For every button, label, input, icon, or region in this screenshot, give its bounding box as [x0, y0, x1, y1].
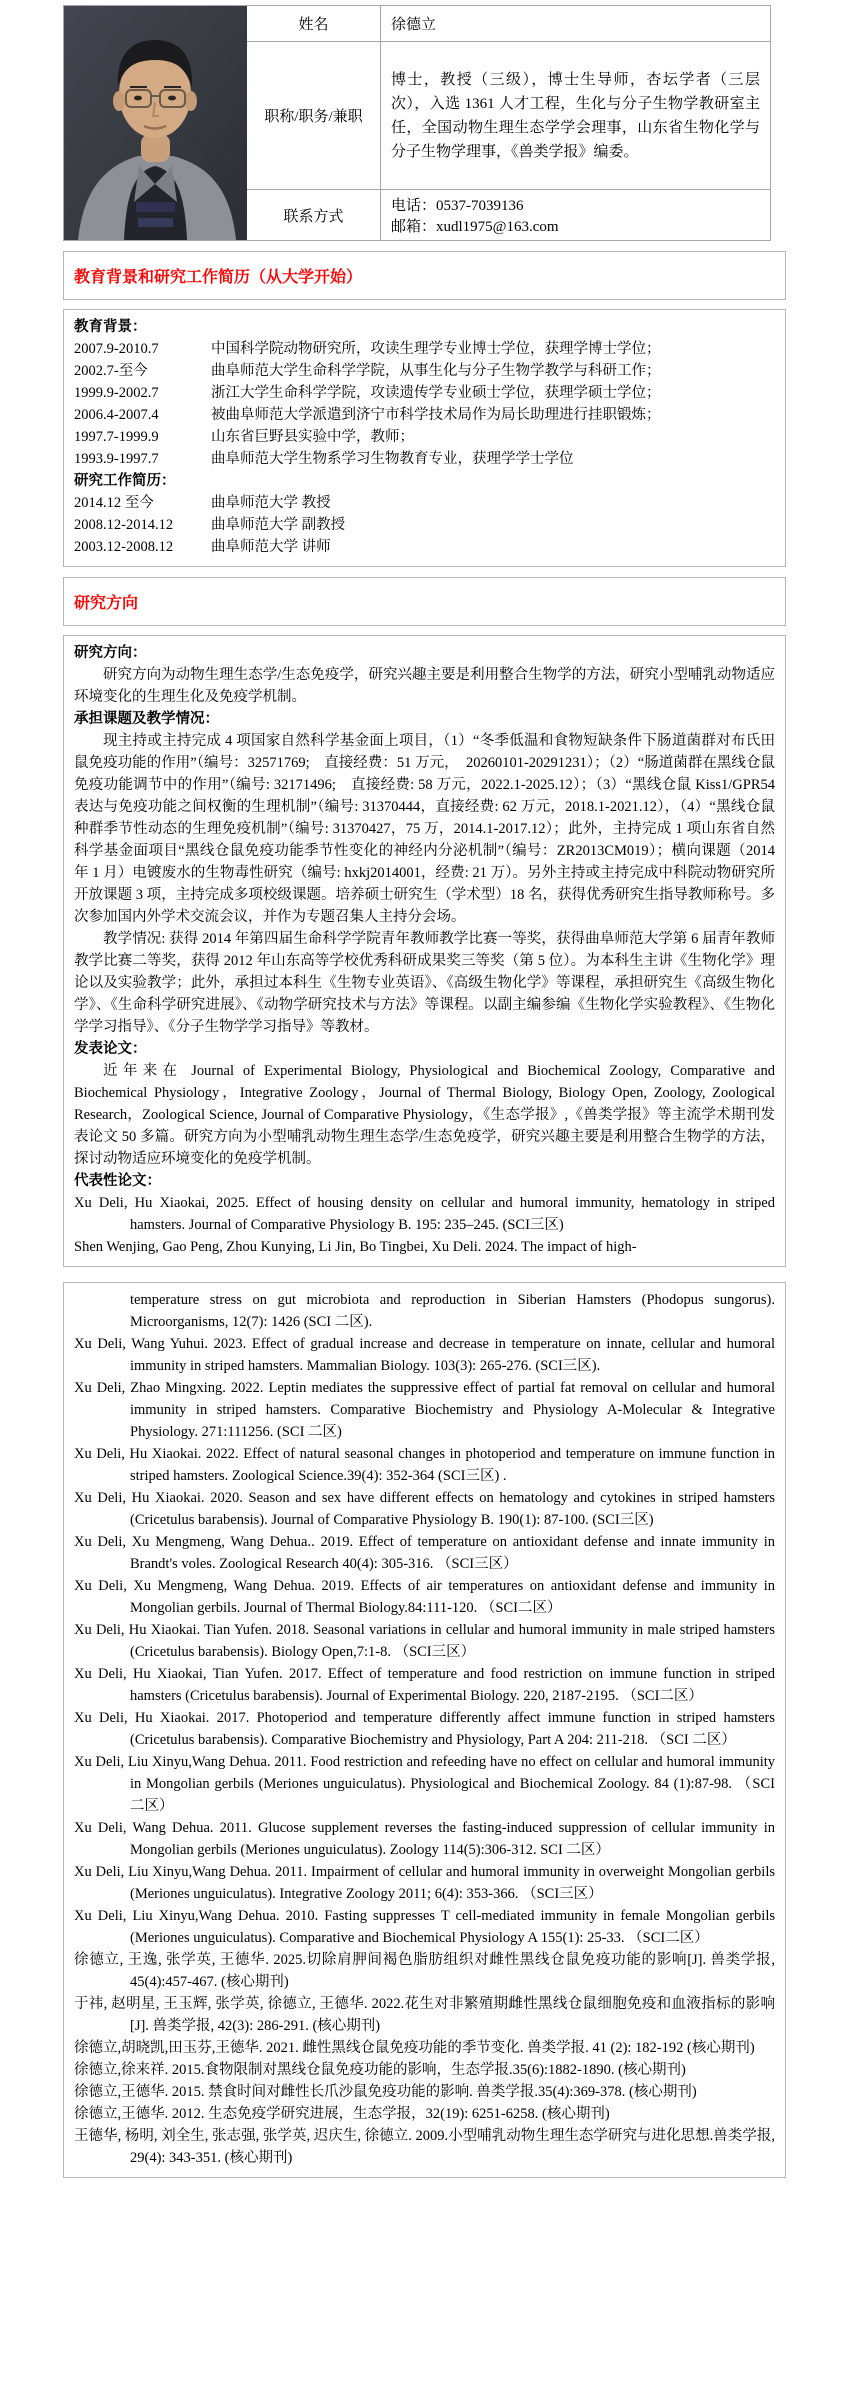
- publication-item: Xu Deli, Hu Xiaokai, Tian Yufen. 2017. Effect of temperature and food restriction on immune function in striped hamsters (Cricetulus barabensis). Journal of Experimental Biology. 220, 2187-2195. （SCI二区）: [74, 1666, 775, 1704]
- publications-text: 近年来在 Journal of Experimental Biology, Physiological and Biochemical Zoology, Comparative and Biochemical Physiology，Integrative Zoology，Journal of Thermal Biology, Biology Open, Zoology, Zoological Research，Zoological Science, Journal of Comparative Physiology，《生态学报》,《兽类学报》等主流学术期刊发表论文 50 多篇。研究方向为小型哺乳动物生理生态学/生态免疫学，研究兴趣主要是利用整合生物学的方法，探讨动物适应环境变化的免疫学机制。: [74, 1063, 775, 1167]
- block-gap: [63, 1267, 786, 1273]
- projects-heading: 承担课题及教学情况：: [74, 711, 219, 727]
- publication-item: Xu Deli, Liu Xinyu,Wang Dehua. 2011. Impairment of cellular and humoral immunity in overweight Mongolian gerbils (Meriones unguiculatus). Integrative Zoology 2011; 6(4): 353-366. （SCI三区）: [74, 1864, 775, 1902]
- education-desc: 中国科学院动物研究所，攻读生理学专业博士学位，获理学博士学位；: [211, 341, 661, 357]
- publication-item: Xu Deli, Liu Xinyu,Wang Dehua. 2010. Fasting suppresses T cell-mediated immunity in female Mongolian gerbils (Meriones unguiculatus). Comparative and Biochemical Physiology A 155(1): 25-33. （SCI二区）: [74, 1908, 775, 1946]
- publication-item: Xu Deli, Hu Xiaokai. 2017. Photoperiod and temperature differently affect immune function in striped hamsters (Cricetulus barabensis). Comparative Biochemistry and Physiology, Part A 204: 211-218. （SCI 二区）: [74, 1710, 775, 1748]
- publication-item: Xu Deli, Hu Xiaokai. 2020. Season and sex have different effects on hematology and cytokines in striped hamsters (Cricetulus barabensis). Journal of Comparative Physiology B. 190(1): 87-100. (SCI三区): [74, 1490, 775, 1528]
- portrait-illustration: [64, 6, 247, 240]
- research-direction-block: [63, 635, 786, 1267]
- publication-item-continuation: temperature stress on gut microbiota and reproduction in Siberian Hamsters (Phodopus sungorus). Microorganisms, 12(7): 1426 (SCI 二区).: [130, 1292, 775, 1330]
- education-period: 1999.9-2002.7: [74, 385, 159, 401]
- publication-item: Xu Deli, Liu Xinyu,Wang Dehua. 2011. Food restriction and refeeding have no effect on cellular and humoral immunity in Mongolian gerbils (Meriones unguiculatus). Physiological and Biochemical Zoology. 84 (1):87-98. （SCI二区）: [74, 1754, 775, 1814]
- publication-item: Xu Deli, Xu Mengmeng, Wang Dehua. 2019. Effects of air temperatures on antioxidant defense and immunity in Mongolian gerbils. Journal of Thermal Biology.84:111-120. （SCI二区）: [74, 1578, 775, 1616]
- research-period: 2003.12-2008.12: [74, 539, 174, 555]
- publication-item: Xu Deli, Hu Xiaokai. Tian Yufen. 2018. Seasonal variations in cellular and humoral immunity in male striped hamsters (Cricetulus barabensis). Biology Open,7:1-8. （SCI三区）: [74, 1622, 775, 1660]
- education-period: 2002.7-至今: [74, 363, 148, 379]
- direction-text: 研究方向为动物生理生态学/生态免疫学，研究兴趣主要是利用整合生物学的方法，研究小型哺乳动物适应环境变化的生理生化及免疫学机制。: [74, 667, 775, 705]
- contact-value: [381, 190, 771, 241]
- education-history-block: [63, 309, 786, 567]
- research-section-header-block: [63, 577, 786, 626]
- publication-item: 徐德立,胡晓凯,田玉芬,王德华. 2021. 雌性黑线仓鼠免疫功能的季节变化. 兽类学报. 41 (2): 182-192 (核心期刊): [74, 2040, 755, 2056]
- education-section-header-block: [63, 251, 786, 300]
- research-history-list: [74, 492, 775, 558]
- projects-text: 现主持或主持完成 4 项国家自然科学基金面上项目，（1）“冬季低温和食物短缺条件下肠道菌群对布氏田鼠免疫功能的作用”（编号：32571769; 直接经费：51 万元， 20260101-20291231）；（2）“肠道菌群在黑线仓鼠免疫功能调节中的作用”（编号: 32171496; 直接经费: 58 万元，2022.1-2025.12）；（3）“黑线仓鼠 Kiss1/GPR54 表达与免疫功能之间权衡的生理机制”（编号: 31370444，直接经费: 62 万元，2018.1-2021.12），（4）“黑线仓鼠种群季节性动态的生理免疫机制”（编号: 31370427，75 万，2014.1-2017.12）；此外，主持完成 1 项山东省自然科学基金面项目“黑线仓鼠免疫功能季节性变化的神经内分泌机制”（编号：ZR2013CM019）；横向课题（2014 年 1 月）电镀废水的生物毒性研究（编号: hxkj2014001，经费: 21 万）。另外主持或主持完成中科院动物研究所开放课题 3 项，主持完成多项校级课题。培养硕士研究生（学术型）18 名，获得优秀研究生指导教师称号。多次参加国内外学术交流会议，并作为专题召集人主持分会场。: [74, 733, 775, 925]
- publication-item: Xu Deli, Hu Xiaokai. 2022. Effect of natural seasonal changes in photoperiod and temperature on immune function in striped hamsters. Zoological Science.39(4): 352-364 (SCI三区) .: [74, 1446, 775, 1484]
- teaching-text: 教学情况: 获得 2014 年第四届生命科学学院青年教师教学比赛一等奖，获得曲阜师范大学第 6 届青年教师教学比赛二等奖，获得 2012 年山东高等学校优秀科研成果奖三等奖（第 5 位）。为本科生主讲《生物化学》理论以及实验教学；此外，承担过本科生《生物专业英语》、《高级生物化学》等课程，承担研究生《高级生物化学》、《生命科学研究进展》、《动物学研究技术与方法》等课程。以副主编参编《生物化学实验教程》、《生物化学学习指导》、《分子生物学学习指导》等教材。: [74, 931, 775, 1035]
- education-desc: 浙江大学生命科学学院，攻读遗传学专业硕士学位，获理学硕士学位；: [211, 385, 661, 401]
- direction-heading: 研究方向：: [74, 645, 147, 661]
- education-period: 1997.7-1999.9: [74, 429, 159, 445]
- contact-label: 联系方式: [247, 190, 381, 241]
- education-desc: 曲阜师范大学生物系学习生物教育专业，获理学学士学位: [211, 451, 574, 467]
- education-list: [74, 338, 775, 470]
- phone-line: 电话：0537-7039136: [391, 198, 524, 214]
- education-heading: 教育背景：: [74, 319, 147, 335]
- publication-item: 徐德立, 王逸, 张学英, 王德华. 2025.切除肩胛间褐色脂肪组织对雌性黑线仓鼠免疫功能的影响[J]. 兽类学报, 45(4):457-467. (核心期刊): [74, 1952, 775, 1990]
- photo-cell: [64, 6, 247, 241]
- publication-item: 徐德立,王德华. 2015. 禁食时间对雌性长爪沙鼠免疫功能的影响. 兽类学报.35(4):369-378. (核心期刊): [74, 2084, 697, 2100]
- education-item: [74, 426, 775, 448]
- title-label: 职称/职务/兼职: [247, 42, 381, 190]
- email-line: 邮箱：xudl1975@163.com: [391, 219, 559, 235]
- publication-item: Shen Wenjing, Gao Peng, Zhou Kunying, Li Jin, Bo Tingbei, Xu Deli. 2024. The impact of high-: [74, 1239, 637, 1255]
- research-history-item: [74, 536, 775, 558]
- faculty-profile-page: [63, 5, 786, 2178]
- research-desc: 曲阜师范大学 副教授: [211, 517, 346, 533]
- research-history-item: [74, 492, 775, 514]
- publication-item: 徐德立,王德华. 2012. 生态免疫学研究进展，生态学报，32(19): 6251-6258. (核心期刊): [74, 2106, 610, 2122]
- publications-heading: 发表论文：: [74, 1041, 147, 1057]
- education-period: 2007.9-2010.7: [74, 341, 159, 357]
- title-value: 博士，教授（三级），博士生导师，杏坛学者（三层次），入选 1361 人才工程，生化与分子生物学教研室主任，全国动物生理生态学学会理事，山东省生物化学与分子生物学理事，《兽类学报》编委。: [381, 42, 771, 190]
- representative-papers-heading: 代表性论文：: [74, 1173, 161, 1189]
- research-desc: 曲阜师范大学 讲师: [211, 539, 331, 555]
- education-item: [74, 382, 775, 404]
- name-label: 姓名: [247, 6, 381, 42]
- publication-item: Xu Deli, Xu Mengmeng, Wang Dehua.. 2019. Effect of temperature on antioxidant defense and innate immunity in Brandt's voles. Zoological Research 40(4): 305-316. （SCI三区）: [74, 1534, 775, 1572]
- education-item: [74, 360, 775, 382]
- education-period: 2006.4-2007.4: [74, 407, 159, 423]
- publications-continued-block: [63, 1282, 786, 2178]
- publication-item: 徐德立,徐来祥. 2015.食物限制对黑线仓鼠免疫功能的影响，生态学报.35(6):1882-1890. (核心期刊): [74, 2062, 686, 2078]
- publication-item: Xu Deli, Hu Xiaokai, 2025. Effect of housing density on cellular and humoral immunity, hematology in striped hamsters. Journal of Comparative Physiology B. 195: 235–245. (SCI三区): [74, 1195, 775, 1233]
- research-period: 2008.12-2014.12: [74, 517, 174, 533]
- publication-item: Xu Deli, Zhao Mingxing. 2022. Leptin mediates the suppressive effect of partial fat removal on cellular and humoral immunity in striped hamsters. Comparative Biochemistry and Physiology A-Molecular & Integrative Physiology. 271:111256. (SCI 二区): [74, 1380, 775, 1440]
- publication-item: Xu Deli, Wang Dehua. 2011. Glucose supplement reverses the fasting-induced suppression of cellular immunity in Mongolian gerbils (Meriones unguiculatus). Zoology 114(5):306-312. SCI 二区）: [74, 1820, 775, 1858]
- education-section-title: 教育背景和研究工作简历（从大学开始）: [74, 269, 363, 286]
- representative-papers-list-1: [74, 1192, 775, 1258]
- education-item: [74, 338, 775, 360]
- research-period: 2014.12 至今: [74, 495, 154, 511]
- profile-table: [63, 5, 771, 241]
- publication-item: Xu Deli, Wang Yuhui. 2023. Effect of gradual increase and decrease in temperature on innate, cellular and humoral immunity in striped hamsters. Mammalian Biology. 103(3): 265-276. (SCI三区).: [74, 1336, 775, 1374]
- publication-item: 王德华, 杨明, 刘全生, 张志强, 张学英, 迟庆生, 徐德立. 2009.小型哺乳动物生理生态学研究与进化思想.兽类学报, 29(4): 343-351. (核心期刊): [74, 2128, 775, 2166]
- education-item: [74, 448, 775, 470]
- research-history-item: [74, 514, 775, 536]
- education-period: 1993.9-1997.7: [74, 451, 159, 467]
- research-desc: 曲阜师范大学 教授: [211, 495, 331, 511]
- education-item: [74, 404, 775, 426]
- portrait-photo: [64, 6, 247, 240]
- education-desc: 被曲阜师范大学派遣到济宁市科学技术局作为局长助理进行挂职锻炼；: [211, 407, 661, 423]
- education-desc: 山东省巨野县实验中学，教师；: [211, 429, 414, 445]
- name-value: 徐德立: [381, 6, 771, 42]
- research-history-heading: 研究工作简历：: [74, 473, 176, 489]
- publication-item: 于祎, 赵明星, 王玉辉, 张学英, 徐德立, 王德华. 2022.花生对非繁殖期雌性黑线仓鼠细胞免疫和血液指标的影响[J]. 兽类学报, 42(3): 286-291. (核心期刊): [74, 1996, 775, 2034]
- representative-papers-list-2: [74, 1333, 775, 2169]
- research-section-title: 研究方向: [74, 595, 139, 612]
- education-desc: 曲阜师范大学生命科学学院，从事生化与分子生物学教学与科研工作；: [211, 363, 661, 379]
